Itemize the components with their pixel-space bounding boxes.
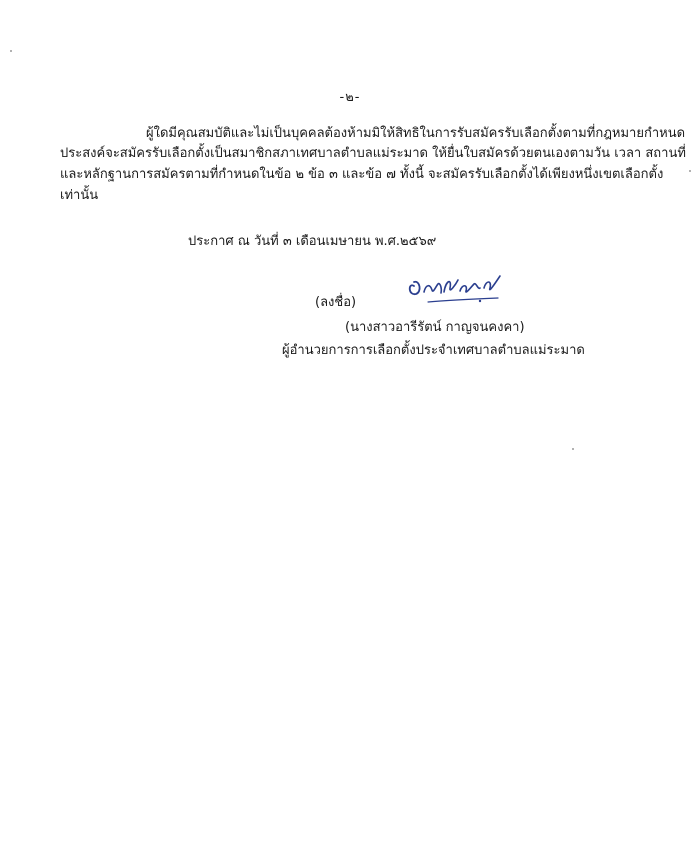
signer-name: (นางสาวอารีรัตน์ กาญจนคงคา) <box>345 320 525 335</box>
handwritten-signature <box>400 266 510 310</box>
scan-speck <box>689 170 691 172</box>
paragraph-line: ผู้ใดมีคุณสมบัติและไม่เป็นบุคคลต้องห้ามมิให้สิทธิในการรับสมัครรับเลือกตั้งตามที่กฎหมายกำหนด <box>146 126 686 141</box>
signed-label: (ลงชื่อ) <box>315 295 357 310</box>
scan-speck <box>572 448 574 450</box>
page-number: -๒- <box>339 90 361 105</box>
paragraph-line: และหลักฐานการสมัครตามที่กำหนดในข้อ ๒ ข้อ ๓ และข้อ ๗ ทั้งนี้ จะสมัครรับเลือกตั้งได้เพียงหนึ่งเขตเลือกตั้ง <box>60 167 664 182</box>
paragraph-line: เท่านั้น <box>60 188 99 203</box>
scan-speck <box>10 50 12 52</box>
paragraph-line: ประสงค์จะสมัครรับเลือกตั้งเป็นสมาชิกสภาเทศบาลตำบลแม่ระมาด ให้ยื่นใบสมัครด้วยตนเองตามวัน เวลา สถานที่ <box>60 146 686 161</box>
signer-title: ผู้อำนวยการการเลือกตั้งประจำเทศบาลตำบลแม่ระมาด <box>282 343 585 358</box>
announcement-date: ประกาศ ณ วันที่ ๓ เดือนเมษายน พ.ศ.๒๕๖๙ <box>188 234 437 249</box>
